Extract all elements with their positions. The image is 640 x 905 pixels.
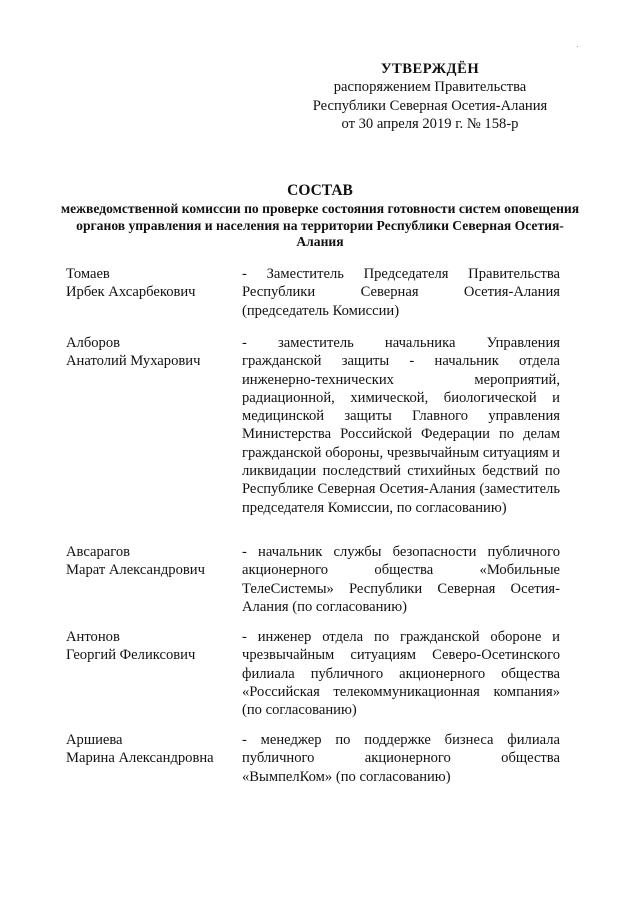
approval-title: УТВЕРЖДЁН (380, 61, 480, 77)
approval-line-1: распоряжением Правительства (333, 79, 527, 96)
member-role: - менеджер по поддержке бизнеса филиала публичного акционерного общества «ВымпелКом» (по согласованию) (242, 732, 560, 785)
member-given-name: Георгий Феликсович (66, 647, 196, 664)
member-name (66, 628, 241, 665)
member-role: - заместитель начальника Управления гражданской защиты - начальник отдела инженерно-технических мероприятий, радиационной, химической, биологической и медицинской защиты Главного управления Министерства Российской Федерации по делам гражданской обороны, чрезвычайным ситуациям и ликвидации последствий стихийных бедствий по Республике Северная Осетия-Алания (заместитель председателя Комиссии, по согласованию) (242, 335, 560, 516)
approval-line-3: от 30 апреля 2019 г. № 158-р (341, 115, 519, 132)
member-role: - инженер отдела по гражданской обороне и чрезвычайным ситуациям Северо-Осетинского филиала публичного акционерного общества «Российская телекоммуникационная компания» (по согласованию) (242, 629, 560, 719)
member-given-name: Марат Александрович (66, 562, 205, 579)
member-surname: Алборов (66, 335, 121, 351)
member-surname: Антонов (66, 629, 120, 645)
member-surname: Аршиева (66, 732, 123, 748)
approval-line-2: Республики Северная Осетия-Алания (312, 97, 548, 114)
member-surname: Авсарагов (66, 544, 131, 560)
member-given-name: Ирбек Ахсарбекович (66, 284, 196, 301)
member-name (66, 731, 241, 768)
member-name (66, 543, 241, 580)
member-role: - Заместитель Председателя Правительства Республики Северная Осетия-Алания (председатель Комиссии) (242, 266, 560, 319)
member-name (66, 334, 241, 371)
document-subtitle: межведомственной комиссии по проверке состояния готовности систем оповещения органов управления и населения на территории Республики Северная Осетия-Алания (60, 201, 580, 250)
member-role: - начальник службы безопасности публичного акционерного общества «Мобильные ТелеСистемы» Республики Северная Осетия-Алания (по согласованию) (242, 544, 560, 615)
scan-speck (577, 46, 578, 47)
member-given-name: Анатолий Мухарович (66, 353, 201, 370)
member-given-name: Марина Александровна (66, 750, 214, 767)
approval-stamp-block (300, 60, 560, 133)
document-heading (60, 182, 580, 251)
member-name (66, 265, 241, 302)
document-title: СОСТАВ (287, 182, 353, 199)
member-surname: Томаев (66, 266, 110, 282)
